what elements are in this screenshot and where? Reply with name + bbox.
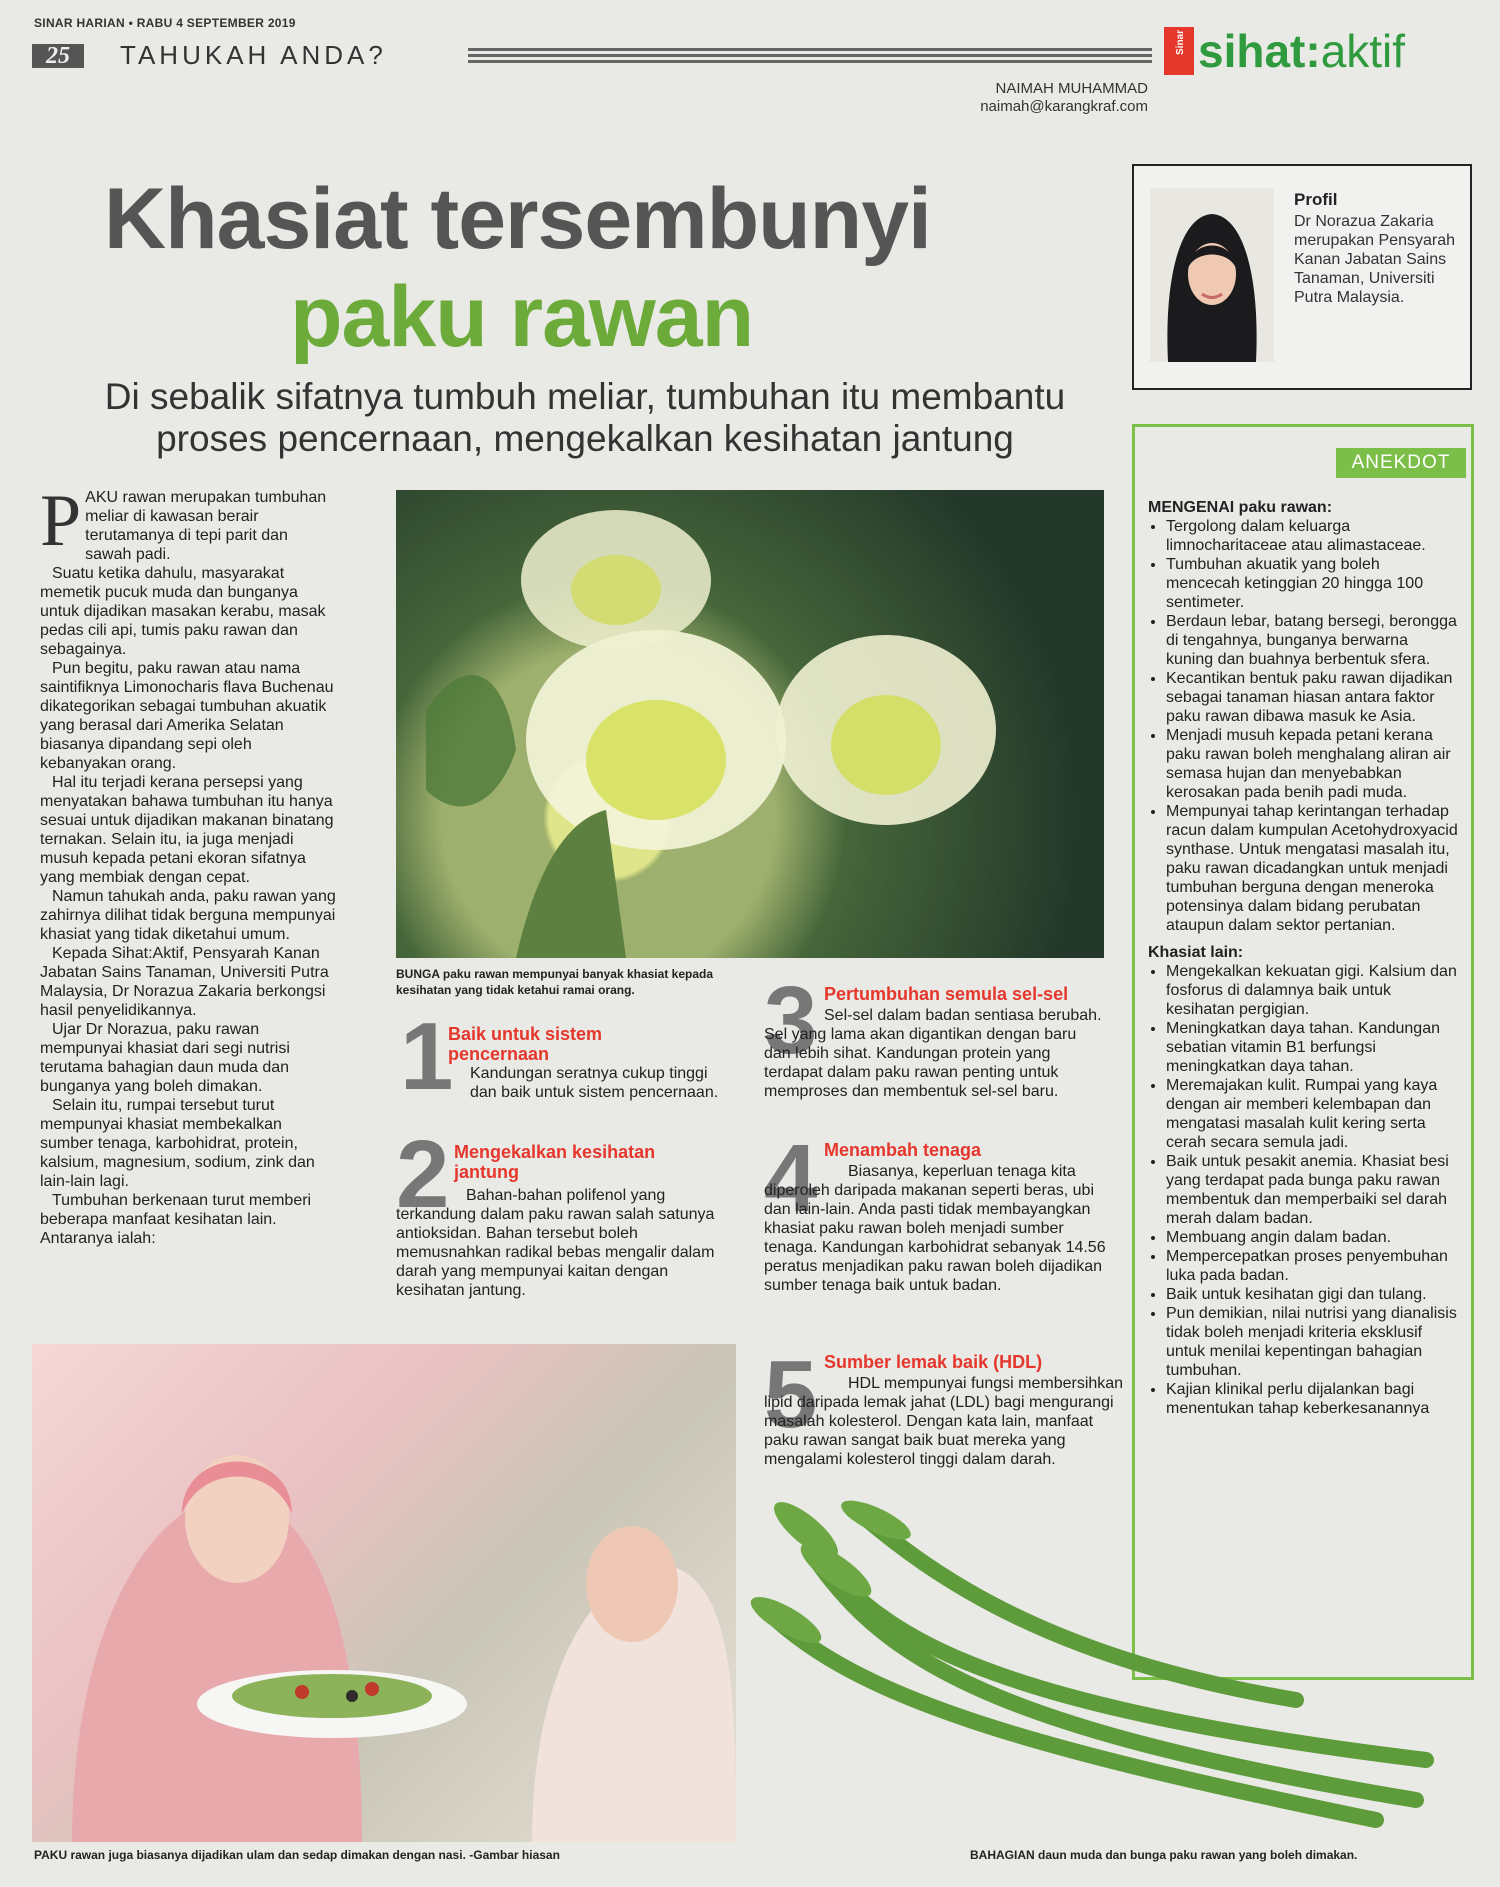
- body-paragraph: Suatu ketika dahulu, masyarakat memetik pucuk muda dan bunganya untuk dijadikan masakan kerabu, masak pedas cili api, tumis paku rawan dan sebagainya.: [40, 565, 326, 658]
- header-rule: [468, 48, 1152, 66]
- list-item: • Menjadi musuh kepada petani kerana paku rawan boleh menghalang aliran air semasa hujan dan menyebabkan kerosakan pada benih padi muda.: [1166, 726, 1458, 802]
- drop-cap: P: [40, 480, 82, 562]
- list-item: • Mempunyai tahap kerintangan terhadap racun dalam kumpulan Acetohydroxyacid synthase. Untuk mengatasi masalah itu, paku rawan dicadangkan untuk menjadi tumbuhan berguna dengan meneroka potensinya dalam bidang perubatan ataupun dalam sektor pertanian.: [1166, 802, 1458, 935]
- author-email[interactable]: naimah@karangkraf.com: [980, 98, 1148, 115]
- anekdot-body: [1148, 498, 1458, 1426]
- list-item: • Mengekalkan kekuatan gigi. Kalsium dan fosforus di dalamnya baik untuk kesihatan pergigian.: [1166, 962, 1458, 1019]
- body-paragraph: Kepada Sihat:Aktif, Pensyarah Kanan Jabatan Sains Tanaman, Universiti Putra Malaysia, Dr Norazua Zakaria berkongsi hasil penyelidikannya.: [40, 945, 329, 1019]
- benefit-title: Menambah tenaga: [824, 1140, 982, 1160]
- benefit-number: 4: [764, 1125, 818, 1232]
- standfirst: Di sebalik sifatnya tumbuh meliar, tumbuhan itu membantu proses pencernaan, mengekalkan kesihatan jantung: [104, 376, 1066, 459]
- list-item: • Mempercepatkan proses penyembuhan luka pada badan.: [1166, 1247, 1458, 1285]
- benefit-text: HDL mempunyai fungsi membersihkan lipid daripada lemak jahat (LDL) bagi mengurangi masalah kolesterol. Dengan kata lain, manfaat paku rawan sangat baik buat mereka yang mengalami kolesterol tinggi dalam darah.: [764, 1375, 1124, 1468]
- list-item: • Kecantikan bentuk paku rawan dijadikan sebagai tanaman hiasan antara faktor paku rawan dibawa masuk ke Asia.: [1166, 669, 1458, 726]
- list-item: • Meningkatkan daya tahan. Kandungan sebatian vitamin B1 berfungsi meningkatkan daya tahan.: [1166, 1019, 1458, 1076]
- body-paragraph: Pun begitu, paku rawan atau nama saintifiknya Limonocharis flava Buchenau dikategorikan sebagai tumbuhan akuatik yang berasal dari Amerika Selatan biasanya dipandang sepi oleh kebanyakan orang.: [40, 660, 334, 772]
- list-item: • Tumbuhan akuatik yang boleh mencecah ketinggian 20 hingga 100 sentimeter.: [1166, 555, 1458, 612]
- portrait-illustration: [1150, 188, 1274, 362]
- benefit-title: Mengekalkan kesihatan jantung: [454, 1142, 656, 1182]
- body-paragraph: AKU rawan merupakan tumbuhan meliar di kawasan berair terutamanya di tepi parit dan sawah padi.: [85, 489, 327, 563]
- headline-line-1: Khasiat tersembunyi: [104, 171, 931, 267]
- headline-line-2: paku rawan: [290, 269, 754, 365]
- benefit-text: Sel-sel dalam badan sentiasa berubah. Sel yang lama akan digantikan dengan baru dan lebih sihat. Kandungan protein yang terdapat dalam paku rawan penting untuk memproses dan membentuk sel-sel baru.: [764, 1007, 1102, 1100]
- list-item: • Pun demikian, nilai nutrisi yang dianalisis tidak boleh menjadi kriteria eksklusif untuk menilai kepentingan bahagian tumbuhan.: [1166, 1304, 1458, 1380]
- flower-illustration: [396, 490, 1104, 958]
- flower-caption: BUNGA paku rawan mempunyai banyak khasiat kepada kesihatan yang tidak ketahui ramai orang.: [396, 967, 713, 997]
- flower-photo: [396, 490, 1104, 958]
- benefit-number: 3: [764, 967, 818, 1074]
- article-body-column: [40, 480, 336, 1248]
- benefit-title: Pertumbuhan semula sel-sel: [824, 984, 1069, 1004]
- list-item: • Baik untuk kesihatan gigi dan tulang.: [1166, 1285, 1458, 1304]
- body-paragraph: Hal itu terjadi kerana persepsi yang menyatakan bahawa tumbuhan itu hanya sesuai untuk dijadikan makanan binatang ternakan. Selain itu, ia juga menjadi musuh kepada petani ekoran sifatnya yang membiak dengan cepat.: [40, 774, 334, 886]
- benefit-text: Biasanya, keperluan tenaga kita diperoleh daripada makanan seperti beras, ubi dan lain-lain. Anda pasti tidak membayangkan khasiat paku rawan boleh menjadi sumber tenaga. Kandungan karbohidrat sebanyak 14.56 peratus menjadikan paku rawan boleh dijadikan sumber tenaga baik untuk badan.: [764, 1163, 1106, 1294]
- benefit-number: 5: [764, 1341, 818, 1448]
- benefit-number: 2: [396, 1121, 450, 1228]
- anekdot-list-benefits: [1148, 962, 1458, 1418]
- profile-text: Dr Norazua Zakaria merupakan Pensyarah Kanan Jabatan Sains Tanaman, Universiti Putra Malaysia.: [1294, 213, 1455, 306]
- body-paragraph: Ujar Dr Norazua, paku rawan mempunyai khasiat dari segi nutrisi terutama bahagian daun muda dan bunganya yang boleh dimakan.: [40, 1021, 290, 1095]
- profile-title: Profil: [1294, 190, 1338, 209]
- author-name: NAIMAH MUHAMMAD: [995, 80, 1148, 97]
- body-paragraph: Selain itu, rumpai tersebut turut mempunyai khasiat membekalkan sumber tenaga, karbohidrat, protein, kalsium, magnesium, sodium, zink dan lain-lain lagi.: [40, 1097, 315, 1190]
- eating-salad-photo: [32, 1344, 736, 1842]
- body-paragraph: Tumbuhan berkenaan turut memberi beberapa manfaat kesihatan lain. Antaranya ialah:: [40, 1192, 312, 1247]
- logo-sub-text: aktif: [1320, 25, 1406, 77]
- benefit-text: Bahan-bahan polifenol yang terkandung dalam paku rawan salah satunya antioksidan. Bahan tersebut boleh memusnahkan radikal bebas mengalir dalam darah yang mempunyai kaitan dengan kesihatan jantung.: [396, 1187, 715, 1299]
- paku-rawan-stalks-photo: [736, 1500, 1436, 1842]
- section-title: TAHUKAH ANDA?: [104, 40, 403, 70]
- stalks-illustration: [736, 1500, 1436, 1842]
- byline: [980, 80, 1148, 116]
- sinar-logo-text: Sinar: [1175, 29, 1187, 56]
- logo-main-text: sihat:: [1198, 25, 1321, 77]
- benefit-number: 1: [400, 1003, 454, 1110]
- benefit-title: Baik untuk sistem pencernaan: [448, 1024, 603, 1064]
- list-item: • Tergolong dalam keluarga limnocharitaceae atau alimastaceae.: [1166, 517, 1458, 555]
- list-item: • Berdaun lebar, batang bersegi, berongga di tengahnya, bunganya berwarna kuning dan buahnya berbentuk sfera.: [1166, 612, 1458, 669]
- body-paragraph: Namun tahukah anda, paku rawan yang zahirnya dilihat tidak berguna mempunyai khasiat yang tidak diketahui umum.: [40, 888, 336, 943]
- sihat-aktif-logo: [1164, 24, 1405, 78]
- sinar-logo-mark: [1164, 27, 1194, 75]
- anekdot-heading-about: MENGENAI paku rawan:: [1148, 499, 1333, 516]
- benefit-title: Sumber lemak baik (HDL): [824, 1352, 1043, 1372]
- eating-illustration: [32, 1344, 736, 1842]
- publication-dateline: SINAR HARIAN • RABU 4 SEPTEMBER 2019: [34, 16, 296, 30]
- anekdot-tag: ANEKDOT: [1336, 448, 1466, 478]
- profile-photo: [1150, 188, 1274, 362]
- page-number: 25: [32, 44, 84, 68]
- list-item: • Kajian klinikal perlu dijalankan bagi menentukan tahap keberkesanannya: [1166, 1380, 1458, 1418]
- stalks-caption: BAHAGIAN daun muda dan bunga paku rawan yang boleh dimakan.: [970, 1848, 1358, 1862]
- list-item: • Meremajakan kulit. Rumpai yang kaya dengan air memberi kelembapan dan mengatasi masalah kulit kering serta cerah secara semula jadi.: [1166, 1076, 1458, 1152]
- benefit-text: Kandungan seratnya cukup tinggi dan baik untuk sistem pencernaan.: [470, 1065, 719, 1101]
- anekdot-list-about: [1148, 517, 1458, 935]
- anekdot-heading-other-benefits: Khasiat lain:: [1148, 944, 1244, 961]
- list-item: • Membuang angin dalam badan.: [1166, 1228, 1458, 1247]
- list-item: • Baik untuk pesakit anemia. Khasiat besi yang terdapat pada bunga paku rawan membentuk dan memperbaiki sel darah merah dalam badan.: [1166, 1152, 1458, 1228]
- eating-caption: PAKU rawan juga biasanya dijadikan ulam dan sedap dimakan dengan nasi. -Gambar hiasan: [34, 1848, 560, 1862]
